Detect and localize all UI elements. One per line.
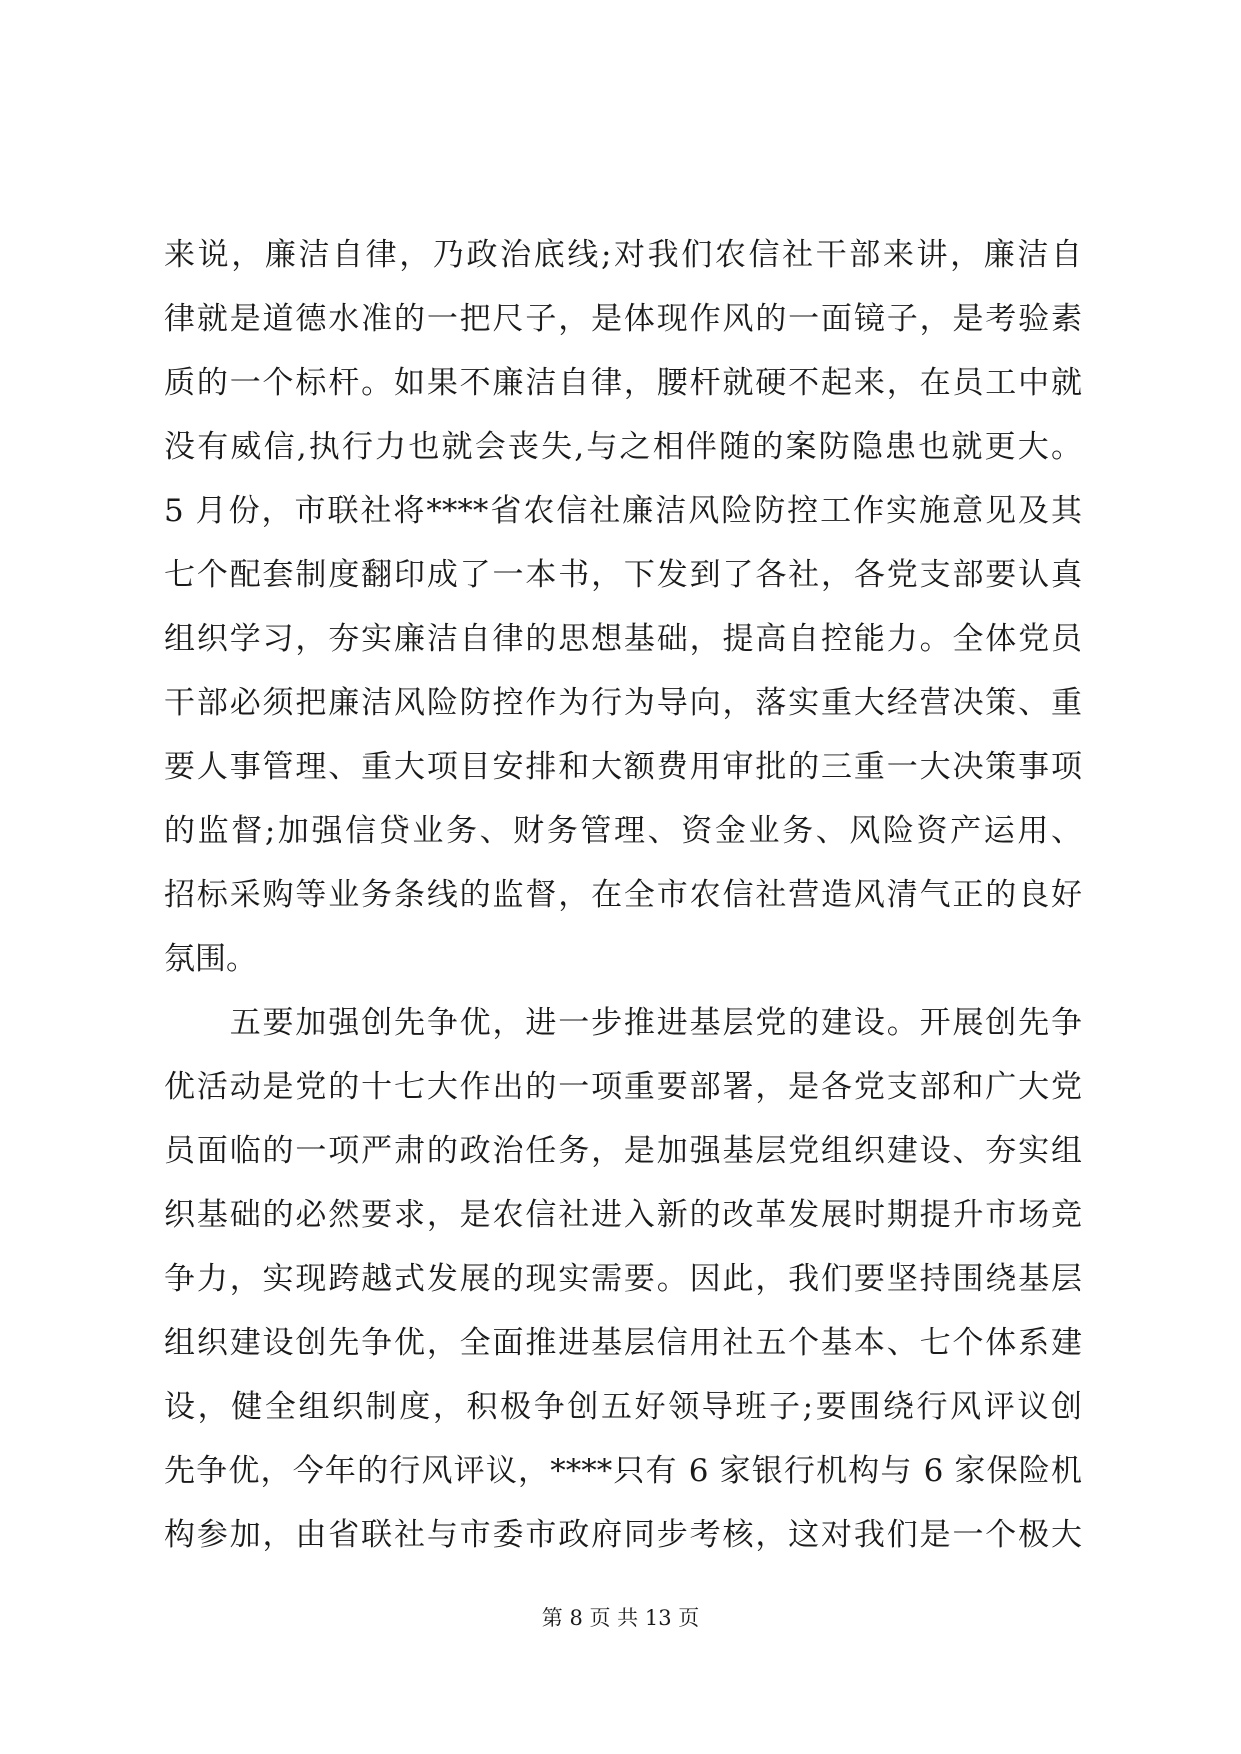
text-line: 组织学习，夯实廉洁自律的思想基础，提高自控能力。全体党员 — [164, 621, 1082, 657]
text-line: 组织建设创先争优，全面推进基层信用社五个基本、七个体系建 — [164, 1325, 1082, 1361]
text-line: 构参加，由省联社与市委市政府同步考核，这对我们是一个极大 — [164, 1517, 1082, 1553]
text-line: 要人事管理、重大项目安排和大额费用审批的三重一大决策事项 — [164, 749, 1082, 785]
page-number-footer: 第 8 页 共 13 页 — [541, 1606, 700, 1630]
text-line: 先争优，今年的行风评议，****只有 6 家银行机构与 6 家保险机 — [164, 1453, 1082, 1489]
text-line: 招标采购等业务条线的监督，在全市农信社营造风清气正的良好 — [164, 877, 1082, 913]
text-line: 质的一个标杆。如果不廉洁自律，腰杆就硬不起来，在员工中就 — [164, 365, 1082, 401]
text-line: 设，健全组织制度，积极争创五好领导班子;要围绕行风评议创 — [164, 1389, 1082, 1425]
text-line: 干部必须把廉洁风险防控作为行为导向，落实重大经营决策、重 — [164, 685, 1082, 721]
text-line: 七个配套制度翻印成了一本书，下发到了各社，各党支部要认真 — [164, 557, 1082, 593]
text-line: 五要加强创先争优，进一步推进基层党的建设。开展创先争 — [164, 1005, 1082, 1041]
document-body — [164, 223, 1082, 1567]
text-line: 员面临的一项严肃的政治任务，是加强基层党组织建设、夯实组 — [164, 1133, 1082, 1169]
text-line: 争力，实现跨越式发展的现实需要。因此，我们要坚持围绕基层 — [164, 1261, 1082, 1297]
text-line: 没有威信,执行力也就会丧失,与之相伴随的案防隐患也就更大。 — [164, 429, 1082, 465]
text-line: 的监督;加强信贷业务、财务管理、资金业务、风险资产运用、 — [164, 813, 1082, 849]
text-line: 织基础的必然要求，是农信社进入新的改革发展时期提升市场竞 — [164, 1197, 1082, 1233]
text-line: 氛围。 — [164, 941, 257, 977]
text-line: 律就是道德水准的一把尺子，是体现作风的一面镜子，是考验素 — [164, 301, 1082, 337]
text-line: 优活动是党的十七大作出的一项重要部署，是各党支部和广大党 — [164, 1069, 1082, 1105]
text-line: 来说，廉洁自律，乃政治底线;对我们农信社干部来讲，廉洁自 — [164, 237, 1082, 273]
text-line: 5 月份，市联社将****省农信社廉洁风险防控工作实施意见及其 — [164, 493, 1082, 529]
